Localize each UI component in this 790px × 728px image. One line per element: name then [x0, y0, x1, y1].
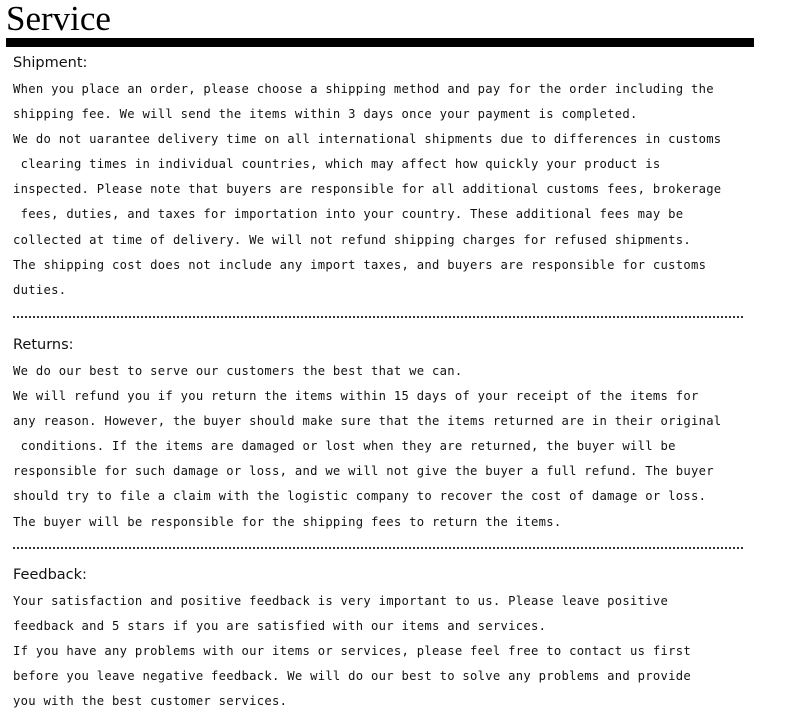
page-title: Service: [6, 0, 111, 38]
shipment-line: We do not uarantee delivery time on all international shipments due to differences in customs: [13, 132, 722, 147]
section-divider: [13, 547, 743, 549]
returns-line: any reason. However, the buyer should make sure that the items returned are in their original: [13, 414, 722, 429]
feedback-heading: Feedback:: [13, 567, 87, 583]
feedback-section: [13, 564, 753, 714]
feedback-line: feedback and 5 stars if you are satisfied with our items and services.: [13, 619, 547, 634]
shipment-line: clearing times in individual countries, which may affect how quickly your product is: [13, 157, 661, 172]
returns-line: We do our best to serve our customers the best that we can.: [13, 364, 463, 378]
title-divider: [6, 38, 754, 47]
returns-line: The buyer will be responsible for the shipping fees to return the items.: [13, 514, 562, 529]
shipment-line: fees, duties, and taxes for importation into your country. These additional fees may be: [13, 207, 684, 222]
returns-line: We will refund you if you return the items within 15 days of your receipt of the items for: [13, 389, 699, 404]
returns-heading: Returns:: [13, 337, 74, 353]
shipment-line: collected at time of delivery. We will not refund shipping charges for refused shipments.: [13, 232, 691, 247]
shipment-line: The shipping cost does not include any import taxes, and buyers are responsible for customs: [13, 257, 707, 272]
shipment-section: [13, 52, 753, 303]
returns-line: conditions. If the items are damaged or lost when they are returned, the buyer will be: [13, 439, 676, 454]
shipment-line: duties.: [13, 282, 67, 297]
feedback-line: you with the best customer services.: [13, 694, 288, 709]
feedback-line: If you have any problems with our items or services, please feel free to contact us first: [13, 644, 691, 659]
feedback-line: Your satisfaction and positive feedback is very important to us. Please leave positive: [13, 594, 669, 608]
shipment-line: shipping fee. We will send the items within 3 days once your payment is completed.: [13, 107, 638, 122]
feedback-line: before you leave negative feedback. We will do our best to solve any problems and provide: [13, 669, 691, 684]
returns-section: [13, 334, 753, 535]
shipment-heading: Shipment:: [13, 55, 88, 71]
section-divider: [13, 316, 743, 318]
shipment-line: When you place an order, please choose a shipping method and pay for the order including the: [13, 82, 714, 96]
returns-line: should try to file a claim with the logistic company to recover the cost of damage or loss.: [13, 489, 707, 504]
shipment-line: inspected. Please note that buyers are responsible for all additional customs fees, brokerage: [13, 182, 722, 197]
returns-line: responsible for such damage or loss, and we will not give the buyer a full refund. The buyer: [13, 464, 714, 479]
